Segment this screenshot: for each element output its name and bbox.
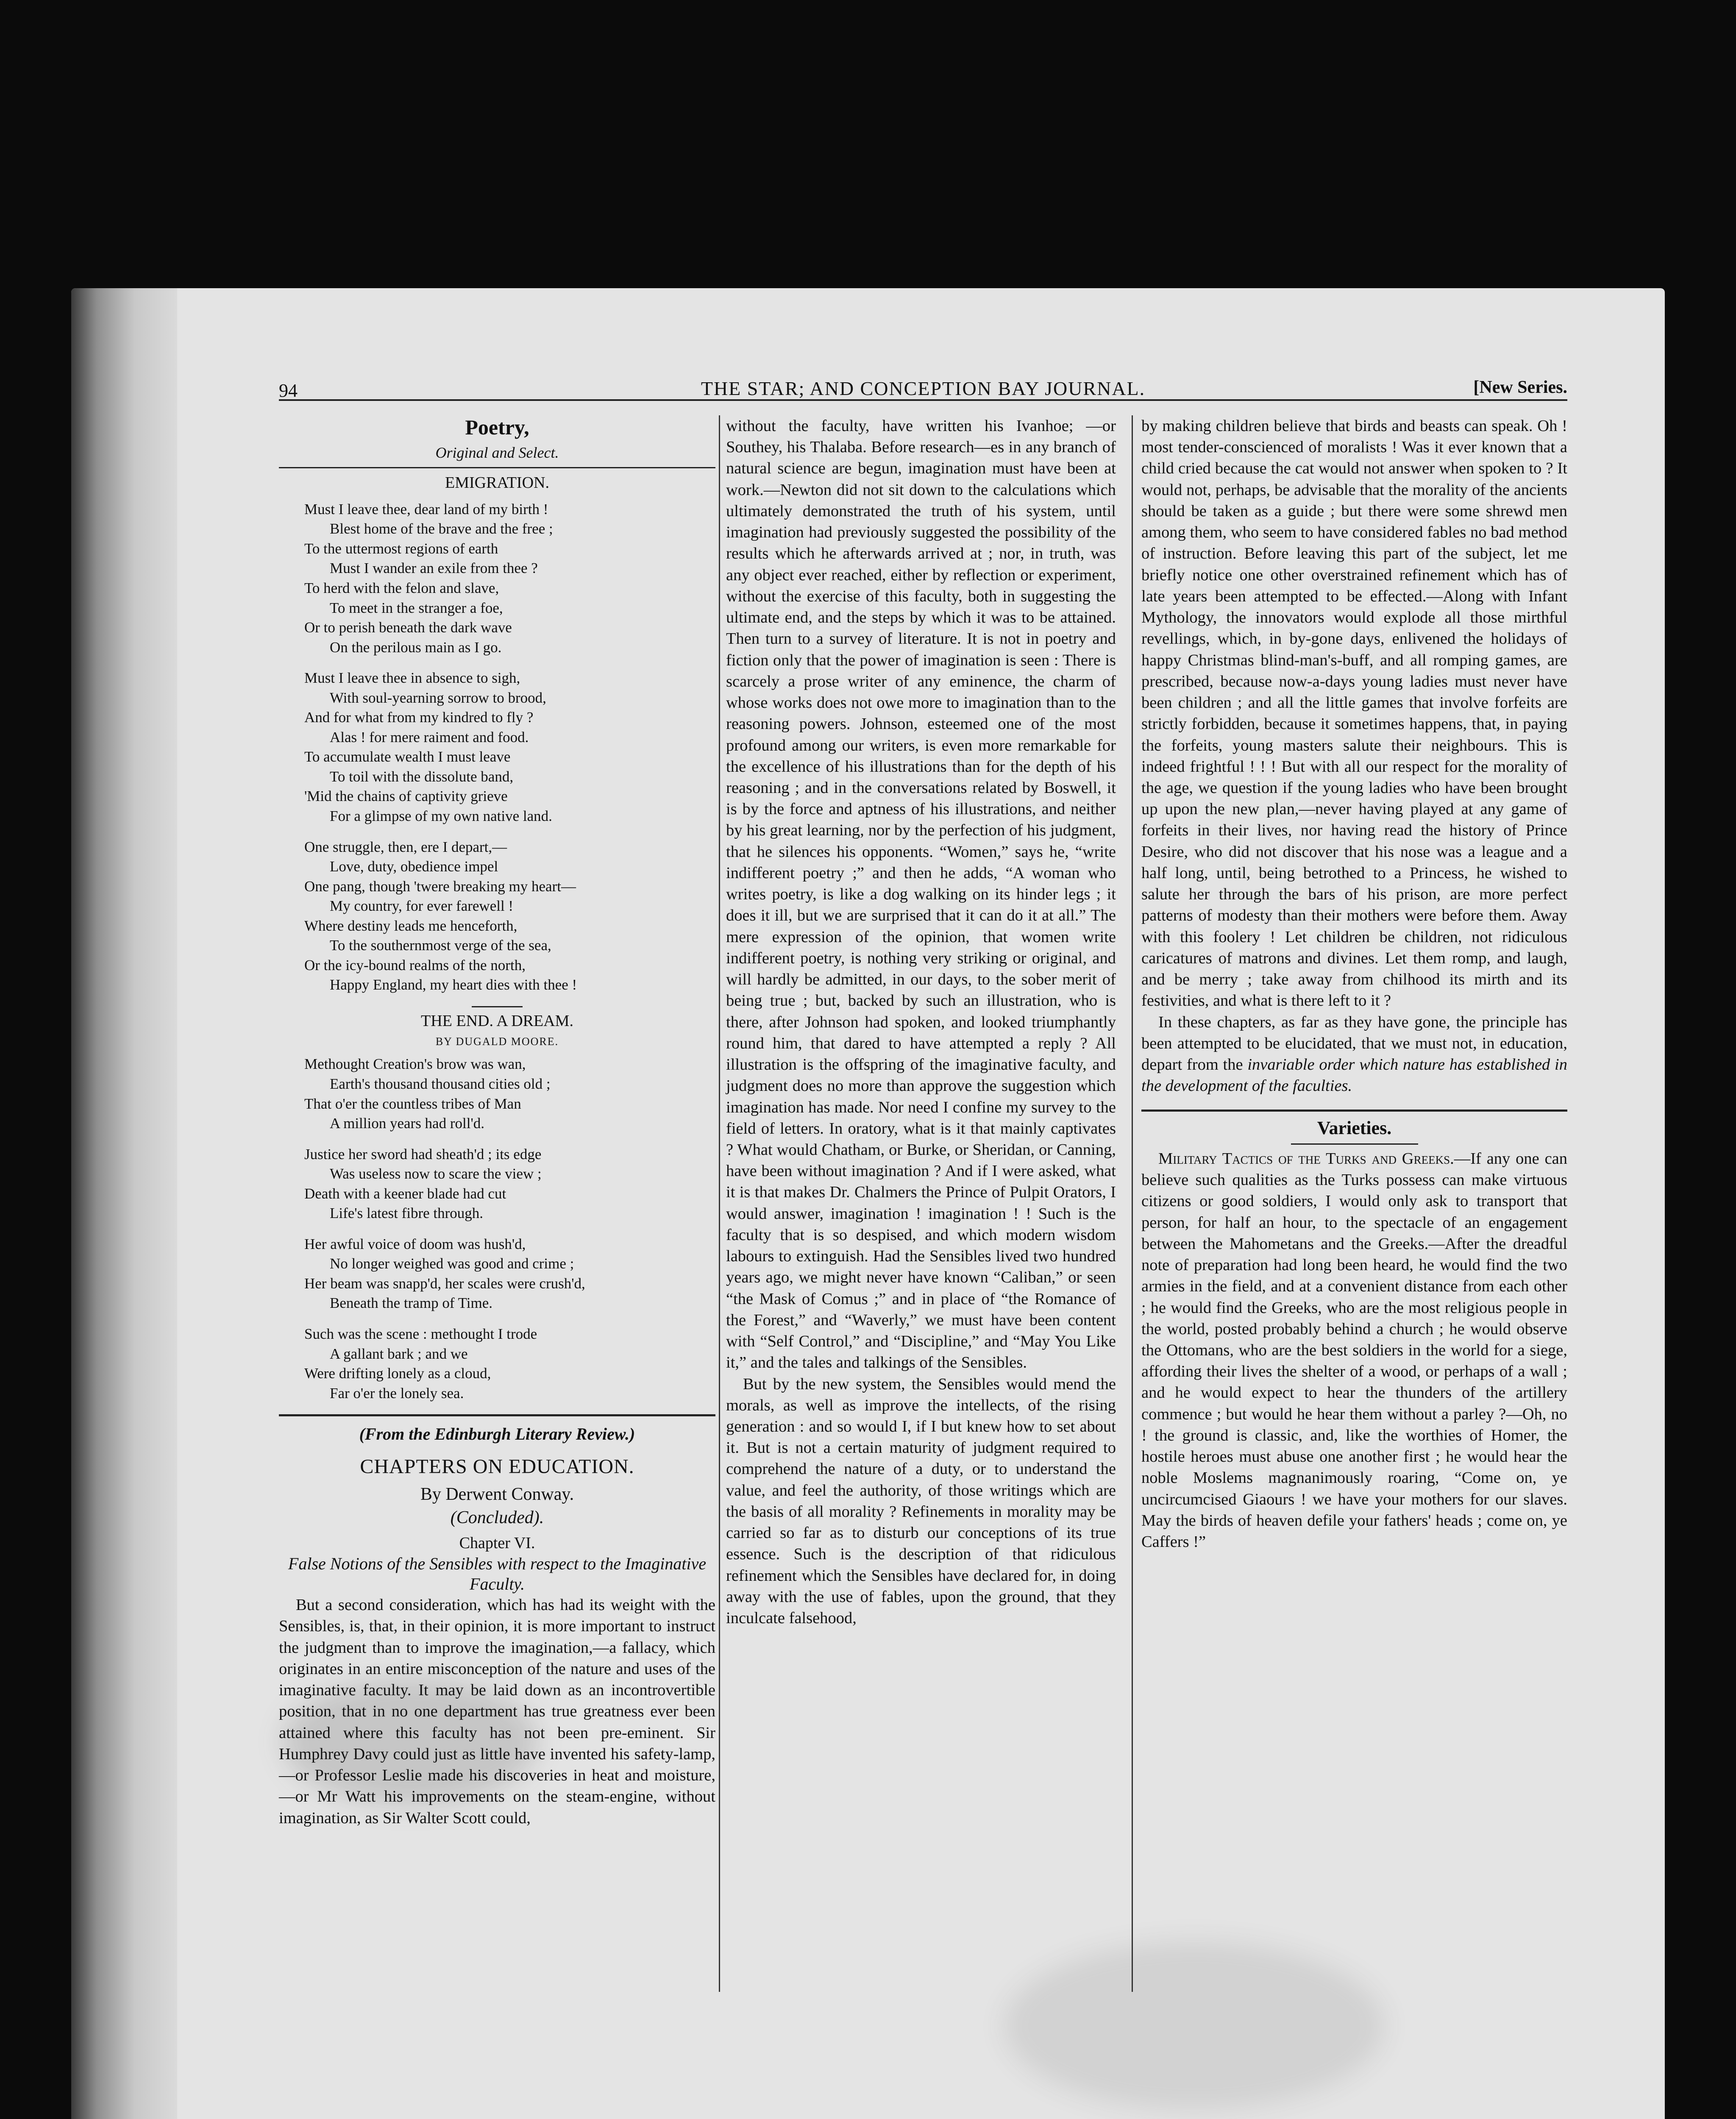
poem-line: Far o'er the lonely sea. xyxy=(330,1385,464,1402)
poem-title: EMIGRATION. xyxy=(445,474,549,492)
poem-line: That o'er the countless tribes of Man xyxy=(304,1095,521,1112)
poem-line: Earth's thousand thousand cities old ; xyxy=(330,1075,551,1092)
divider xyxy=(279,1414,715,1416)
article-paragraph: But a second consideration, which has had its weight with the Sensibles, is, that, in their opinion, it is more important to instruct the judgment than to improve the imagination,—a fallacy, which originates in an entire misconception of the nature and uses of the imaginative faculty. It may be laid down as an incontrovertible position, that in no one department has true greatness ever been attained where this faculty has not been pre-eminent. Sir Humphrey Davy could just as little have invented his safety-lamp,—or Professor Leslie made his discoveries in heat and moisture,—or Mr Watt his improvements on the steam-engine, without imagination, as Sir Walter Scott could, xyxy=(279,1596,715,1827)
poem-line: Life's latest fibre through. xyxy=(330,1205,484,1222)
poem-line: Beneath the tramp of Time. xyxy=(330,1295,492,1312)
poem-line: With soul-yearning sorrow to brood, xyxy=(330,689,546,706)
varieties-paragraph xyxy=(1141,1148,1567,1552)
poem-line: Justice her sword had sheath'd ; its edge xyxy=(304,1146,542,1162)
poem-line: To herd with the felon and slave, xyxy=(304,579,499,596)
poem-line: To accumulate wealth I must leave xyxy=(304,748,511,765)
poem-line: Must I leave thee, dear land of my birth ! xyxy=(304,501,548,517)
chapter-title: False Notions of the Sensibles with respect to the Imaginative Faculty. xyxy=(288,1554,707,1594)
column-rule xyxy=(719,415,720,1992)
stanza xyxy=(304,1054,715,1133)
article-author: By Derwent Conway. xyxy=(420,1484,574,1504)
poem-line: Or the icy-bound realms of the north, xyxy=(304,957,526,973)
divider xyxy=(1141,1110,1567,1112)
poem-line: To toil with the dissolute band, xyxy=(330,768,514,785)
column-1 xyxy=(279,411,715,1829)
poem-line: Was useless now to scare the view ; xyxy=(330,1165,542,1182)
article-source: (From the Edinburgh Literary Review.) xyxy=(359,1424,635,1444)
ink-smudge xyxy=(1004,1941,1385,2111)
poem-line: Her beam was snapp'd, her scales were crush'd, xyxy=(304,1275,585,1292)
poem-line: Must I wander an exile from thee ? xyxy=(330,560,538,577)
poem-line: 'Mid the chains of captivity grieve xyxy=(304,788,508,805)
poem-line: A gallant bark ; and we xyxy=(330,1345,468,1362)
running-header xyxy=(279,377,1567,401)
column-rule xyxy=(1132,415,1133,1992)
varieties-text: —If any one can believe such qualities as the Turks possess can make virtuous citizens or good soldiers, I would only ask to transport that person, for half an hour, to the spectacle of an engagement between the Mahometans and the Greeks.—After the dreadful note of preparation had long been heard, he would find the two armies in the field, and at a convenient distance from each other ; he would find the Greeks, who are the most religious people in the world, posted probably behind a church ; he would observe the Ottomans, who are the best soldiers in the world for a siege, affording their lives the shelter of a wood, or perhaps of a wall ; and he would expect to hear the thunders of the artillery commence ; but would he hear them without a parley ?—Oh, no ! the ground is classic, and, like the worthies of Homer, the hostile heroes must abuse one another first ; he would hear the noble Moslems magnanimously roaring, “Come on, ye uncircumcised Giaours ! we have your mothers for our slaves. May the birds of heaven defile your fathers' heads ; come on, ye Caffers !” xyxy=(1141,1149,1568,1551)
series-label: [New Series. xyxy=(1473,378,1567,397)
poem-line: One pang, though 'twere breaking my heart— xyxy=(304,878,576,895)
poem-line: To the uttermost regions of earth xyxy=(304,540,498,557)
article-concluded: (Concluded). xyxy=(450,1507,544,1527)
journal-title: THE STAR; AND CONCEPTION BAY JOURNAL. xyxy=(701,378,1146,399)
poem-line: Happy England, my heart dies with thee ! xyxy=(330,976,577,993)
poem-byline: BY DUGALD MOORE. xyxy=(435,1035,559,1048)
column-2 xyxy=(726,415,1116,1629)
poem-line: My country, for ever farewell ! xyxy=(330,898,514,915)
poem-line: And for what from my kindred to fly ? xyxy=(304,709,534,726)
poem-line: A million years had roll'd. xyxy=(330,1115,485,1132)
poem-the-end xyxy=(304,1054,715,1403)
stanza xyxy=(304,1235,715,1313)
poem-line: To the southernmost verge of the sea, xyxy=(330,937,551,954)
page-binding-edge xyxy=(71,288,177,2119)
varieties-heading: Varieties. xyxy=(1317,1117,1392,1138)
poem-line: Alas ! for mere raiment and food. xyxy=(330,729,529,745)
article-paragraph: without the faculty, have written his Ivanhoe; —or Southey, his Thalaba. Before research—es in any branch of natural science are begun, imagination must have been at work.—Newton did not sit down to the calculations which ultimately demonstrated the truth of his system, until imagination had previously suggested the possibility of the results which he afterwards arrived at ; nor, in truth, was any object ever reached, either by reflection or experiment, without the exercise of this faculty, both in suggesting the ultimate end, and the steps by which it was to be attained. Then turn to a survey of literature. It is not in poetry and fiction only that the power of imagination is seen : There is scarcely a prose writer of any eminence, the charm of whose works does not owe more to imagination than to the reasoning powers. Johnson, esteemed one of the most profound among our writers, is even more remarkable for the excellence of his illustrations than for the depth of his reasoning ; and in the conversations related by Boswell, it is by the force and aptness of his illustrations, and neither by his great learning, nor by the perfection of his judgment, that he silences his opponents. “Women,” says he, “write indifferent poetry ;” and then he adds, “A woman who writes poetry, is like a dog walking on its hinder legs ; it does it ill, but we are surprised that it can do it at all.” The mere expression of the opinion, that women write indifferent poetry, is nothing very striking or original, and will hardly be admitted, in our days, to the sober merit of being true ; but, backed by such an illustration, who is there, after Johnson had spoken, and looked triumphantly round him, that dared to have attempted a reply ? All illustration is the offspring of the imaginative faculty, and judgment does no more than approve the suggestion which imagination has made. Nor need I confine my survey to the field of letters. In oratory, what is it that mainly captivates ? What would Chatham, or Burke, or Sheridan, or Canning, have been without imagination ? And if I were asked, what it is that makes Dr. Chalmers the Prince of Pulpit Orators, I would answer, imagination ! imagination ! ! Such is the faculty that is so despised, and which modern wisdom labours to extinguish. Had the Sensibles lived two hundred years ago, we might never have known “Caliban,” or seen “the Mask of Comus ;” and in place of “the Romance of the Forest,” and “Waverly,” we must have been content with “Self Control,” and “Discipline,” and “May You Like it,” and the tales and talkings of the Sensibles. xyxy=(726,417,1116,1372)
poem-line: On the perilous main as I go. xyxy=(330,639,502,656)
stanza xyxy=(304,1324,715,1403)
chapter-number: Chapter VI. xyxy=(459,1534,535,1552)
poem-line: Methought Creation's brow was wan, xyxy=(304,1056,526,1073)
stanza xyxy=(304,837,715,995)
poem-line: For a glimpse of my own native land. xyxy=(330,808,552,824)
poem-line: Must I leave thee in absence to sigh, xyxy=(304,670,520,687)
article-paragraph: by making children believe that birds and beasts can speak. Oh ! most tender-conscienced of moralists ! Was it ever known that a child cried because the cat would not answer when spoken to ? It would not, perhaps, be advisable that the morality of the ancients should be taken as a guide ; but there were some shrewd men among them, who seem to have considered fables no bad method of instruction. Before leaving this part of the subject, let me briefly notice one other overstrained refinement which has of late years been attempted to be effected.—Along with Infant Mythology, the innovators would explode all those mirthful revellings, which, in by-gone days, enlivened the holidays of happy Christmas blind-man's-buff, and all romping games, are prescribed, because now-a-days young ladies must never have been children ; and all the little games that involve forfeits are strictly forbidden, because it sometimes happens, that, in paying the forfeits, young masters salute their neighbours. This is indeed frightful ! ! ! But with all our respect for the morality of the age, we question if the young ladies who have been brought up upon the new plan,—never having played at any game of forfeits in their lives, nor having read the history of Prince Desire, who did not discover that his nose was a league and a half long, until, being betrothed to a Princess, he wished to salute her through the bars of his prison, are more perfect patterns of modesty than their mothers were before them. Away with this foolery ! Let children be children, not ridiculous caricatures of matrons and divines. Let them romp, and laugh, and be merry ; take away from chilhood its mirth and its festivities, and what is there left to it ? xyxy=(1141,417,1567,1010)
poem-line: One struggle, then, ere I depart,— xyxy=(304,838,507,855)
divider xyxy=(279,467,715,468)
divider xyxy=(472,1006,523,1007)
varieties-lead: Military Tactics of the Turks and Greeks. xyxy=(1158,1149,1454,1168)
article-paragraph: But by the new system, the Sensibles would mend the morals, as well as improve the intellects, of the rising generation : and so would I, if I but knew how to set about it. But is not a certain maturity of judgment required to comprehend the nature of a duty, or to understand the value, and feel the authority, of those writings which are the basis of all morality ? Refinements in morality may be carried so far as to disturb our conceptions of its true essence. Such is the description of that ridiculous refinement which the Sensibles have declared for, in doing away with the use of fables, upon the ground, that they inculcate falsehood, xyxy=(726,1375,1116,1627)
article-title: CHAPTERS ON EDUCATION. xyxy=(360,1455,634,1478)
poem-title: THE END. A DREAM. xyxy=(421,1012,573,1030)
poem-line: To meet in the stranger a foe, xyxy=(330,599,503,616)
stanza xyxy=(304,500,715,657)
closing-text: In these chapters, as far as they have gone, the principle has been attempted to be elucidated, that we must not, in education, depart from the xyxy=(1141,1013,1567,1074)
newspaper-page xyxy=(71,288,1665,2119)
poem-line: Such was the scene : methought I trode xyxy=(304,1325,537,1342)
stanza xyxy=(304,1145,715,1224)
poetry-subheading: Original and Select. xyxy=(435,444,559,462)
poem-line: Or to perish beneath the dark wave xyxy=(304,619,512,636)
poetry-heading: Poetry, xyxy=(465,415,529,439)
article-closing-paragraph xyxy=(1141,1012,1567,1097)
poem-emigration xyxy=(304,500,715,995)
poem-line: Her awful voice of doom was hush'd, xyxy=(304,1235,526,1252)
poem-line: Were drifting lonely as a cloud, xyxy=(304,1365,491,1382)
poem-line: Love, duty, obedience impel xyxy=(330,858,498,875)
column-3 xyxy=(1141,415,1567,1552)
poem-line: Death with a keener blade had cut xyxy=(304,1185,506,1202)
page-number: 94 xyxy=(279,380,298,401)
poem-line: Where destiny leads me henceforth, xyxy=(304,917,517,934)
poem-line: Blest home of the brave and the free ; xyxy=(330,520,553,537)
stanza xyxy=(304,668,715,826)
closing-italic-text: invariable order which nature has established in the development of the faculties. xyxy=(1141,1056,1567,1095)
divider xyxy=(1291,1143,1418,1145)
poem-line: No longer weighed was good and crime ; xyxy=(330,1255,574,1272)
